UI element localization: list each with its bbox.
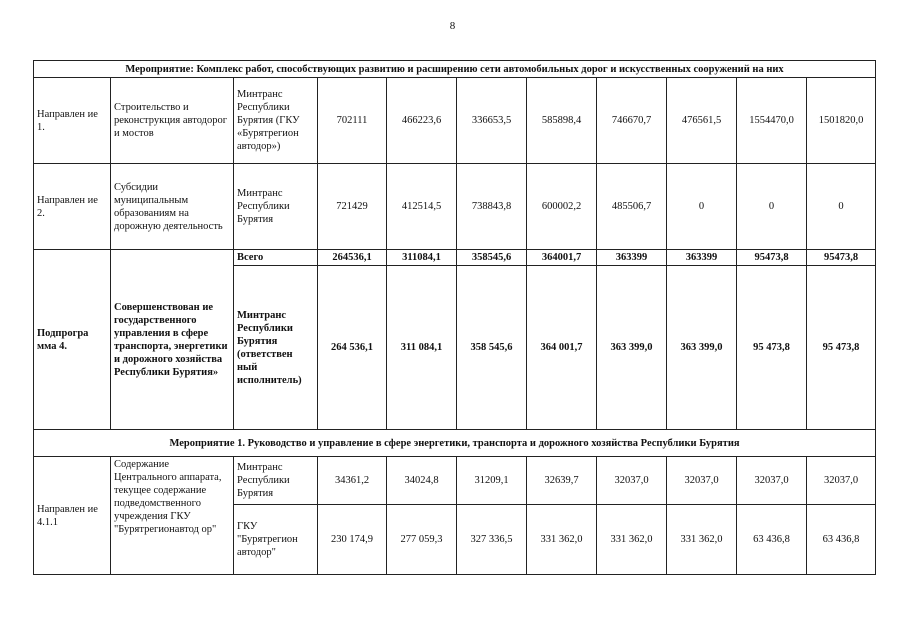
measure-name: Субсидии муниципальным образованиям на дорожную деятельность xyxy=(111,164,234,250)
value-cell: 311 084,1 xyxy=(387,266,457,430)
value-cell: 63 436,8 xyxy=(807,505,876,575)
executor: Минтранс Республики Бурятия (ГКУ «Бурятрегион автодор») xyxy=(234,78,318,164)
value-cell: 95473,8 xyxy=(807,250,876,266)
value-cell: 600002,2 xyxy=(527,164,597,250)
value-cell: 476561,5 xyxy=(667,78,737,164)
executor: ГКУ "Бурятрегион автодор" xyxy=(234,505,318,575)
value-cell: 0 xyxy=(737,164,807,250)
table-row xyxy=(34,250,876,266)
measure-name: Содержание Центрального аппарата, текущее содержание подведомственного учреждения ГКУ "Бурятрегионавтод ор" xyxy=(111,457,234,575)
value-cell: 264536,1 xyxy=(318,250,387,266)
value-cell: 363 399,0 xyxy=(667,266,737,430)
value-cell: 277 059,3 xyxy=(387,505,457,575)
section-header-1: Мероприятие: Комплекс работ, способствующих развитию и расширению сети автомобильных дорог и искусственных сооружений на них xyxy=(34,61,876,78)
value-cell: 358545,6 xyxy=(457,250,527,266)
value-cell: 95473,8 xyxy=(737,250,807,266)
value-cell: 363 399,0 xyxy=(597,266,667,430)
value-cell: 585898,4 xyxy=(527,78,597,164)
budget-table xyxy=(33,60,876,575)
value-cell: 363399 xyxy=(597,250,667,266)
value-cell: 1554470,0 xyxy=(737,78,807,164)
page-number: 8 xyxy=(449,20,456,32)
subprogram-name: Совершенствован ие государственного управления в сфере транспорта, энергетики и дорожного хозяйства Республики Бурятия» xyxy=(111,250,234,430)
table-row xyxy=(34,78,876,164)
direction-label: Направлен ие 2. xyxy=(34,164,111,250)
value-cell: 364 001,7 xyxy=(527,266,597,430)
subprogram-label: Подпрогра мма 4. xyxy=(34,250,111,430)
value-cell: 331 362,0 xyxy=(667,505,737,575)
value-cell: 738843,8 xyxy=(457,164,527,250)
table-row xyxy=(34,457,876,505)
value-cell: 485506,7 xyxy=(597,164,667,250)
value-cell: 0 xyxy=(807,164,876,250)
value-cell: 34024,8 xyxy=(387,457,457,505)
direction-label: Направлен ие 1. xyxy=(34,78,111,164)
value-cell: 1501820,0 xyxy=(807,78,876,164)
value-cell: 466223,6 xyxy=(387,78,457,164)
value-cell: 32037,0 xyxy=(807,457,876,505)
value-cell: 32037,0 xyxy=(667,457,737,505)
executor: Минтранс Республики Бурятия xyxy=(234,164,318,250)
section-header-2: Мероприятие 1. Руководство и управление в сфере энергетики, транспорта и дорожного хозяйства Республики Бурятия xyxy=(34,430,876,457)
value-cell: 264 536,1 xyxy=(318,266,387,430)
section-header-row xyxy=(34,430,876,457)
value-cell: 31209,1 xyxy=(457,457,527,505)
value-cell: 364001,7 xyxy=(527,250,597,266)
value-cell: 95 473,8 xyxy=(807,266,876,430)
executor: Минтранс Республики Бурятия (ответствен ный исполнитель) xyxy=(234,266,318,430)
value-cell: 702111 xyxy=(318,78,387,164)
value-cell: 230 174,9 xyxy=(318,505,387,575)
value-cell: 363399 xyxy=(667,250,737,266)
value-cell: 746670,7 xyxy=(597,78,667,164)
value-cell: 32639,7 xyxy=(527,457,597,505)
measure-name: Строительство и реконструкция автодорог и мостов xyxy=(111,78,234,164)
value-cell: 327 336,5 xyxy=(457,505,527,575)
value-cell: 311084,1 xyxy=(387,250,457,266)
value-cell: 358 545,6 xyxy=(457,266,527,430)
direction-label: Направлен ие 4.1.1 xyxy=(34,457,111,575)
executor: Минтранс Республики Бурятия xyxy=(234,457,318,505)
value-cell: 63 436,8 xyxy=(737,505,807,575)
value-cell: 34361,2 xyxy=(318,457,387,505)
value-cell: 95 473,8 xyxy=(737,266,807,430)
value-cell: 331 362,0 xyxy=(597,505,667,575)
value-cell: 412514,5 xyxy=(387,164,457,250)
value-cell: 336653,5 xyxy=(457,78,527,164)
value-cell: 32037,0 xyxy=(597,457,667,505)
value-cell: 721429 xyxy=(318,164,387,250)
value-cell: 0 xyxy=(667,164,737,250)
section-header-row xyxy=(34,61,876,78)
value-cell: 331 362,0 xyxy=(527,505,597,575)
value-cell: 32037,0 xyxy=(737,457,807,505)
total-label: Всего xyxy=(234,250,318,266)
table-row xyxy=(34,164,876,250)
